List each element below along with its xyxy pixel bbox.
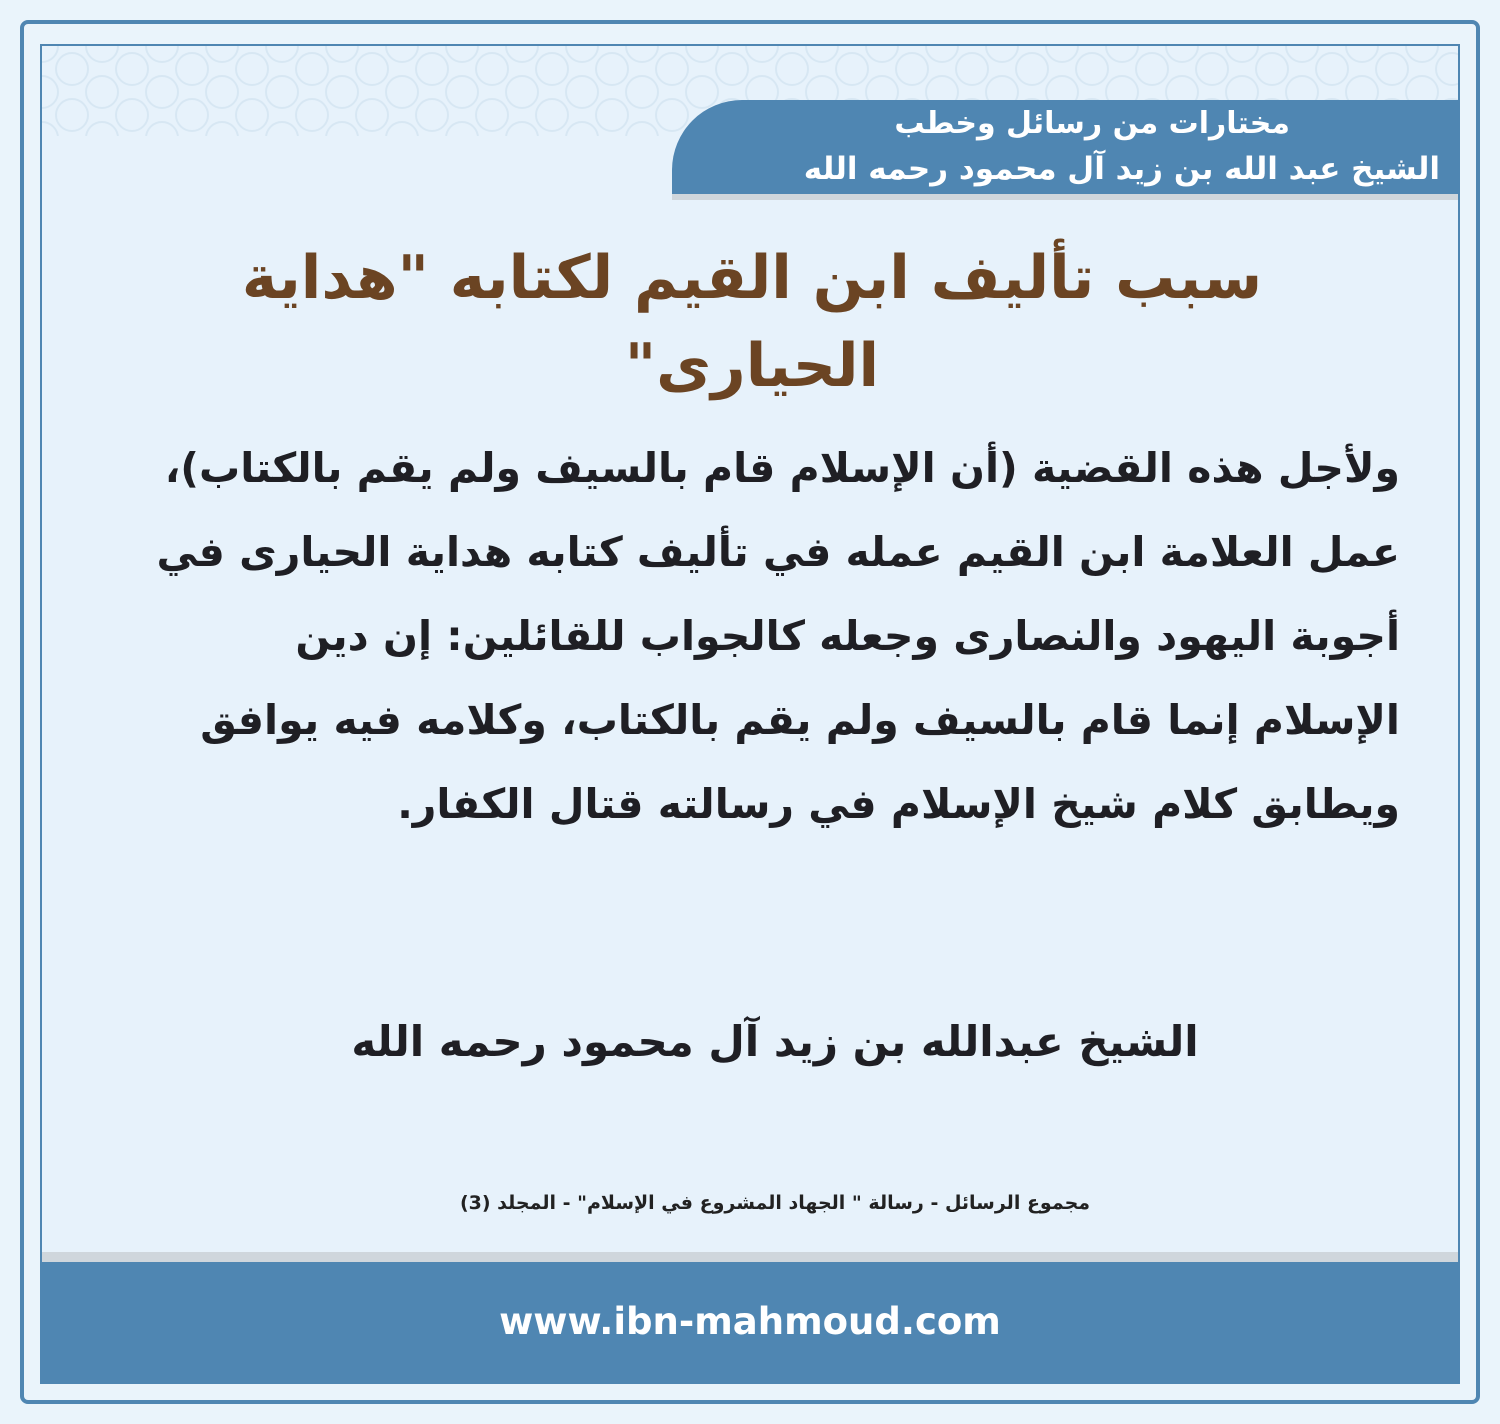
website-link[interactable]: www.ibn-mahmoud.com [499,1300,1001,1343]
header-author-name: الشيخ عبد الله بن زيد آل محمود رحمه الله [803,151,1440,187]
article-title: سبب تأليف ابن القيم لكتابه "هداية الحيارى" [241,243,1263,401]
header-series-title: مختارات من رسائل وخطب [894,106,1290,141]
content-card [40,44,1460,1384]
author-signature: الشيخ عبدالله بن زيد آل محمود رحمه الله [351,1017,1199,1066]
source-citation: مجموع الرسائل - رسالة " الجهاد المشروع في الإسلام" - المجلد (3) [459,1192,1091,1214]
header-banner [672,100,1458,200]
footer-bar [42,1262,1458,1382]
article-paragraph: ولأجل هذه القضية (أن الإسلام قام بالسيف ولم يقم بالكتاب)، عمل العلامة ابن القيم عمله في تأليف كتابه هداية الحيارى في أجوبة اليهود والنصارى وجعله كالجواب للقائلين: إن دين الإسلام إنما قام بالسيف ولم يقم بالكتاب، وكلامه فيه يوافق ويطابق كلام شيخ الإسلام في رسالته قتال الكفار. [156,444,1400,828]
footer-divider [42,1252,1458,1262]
